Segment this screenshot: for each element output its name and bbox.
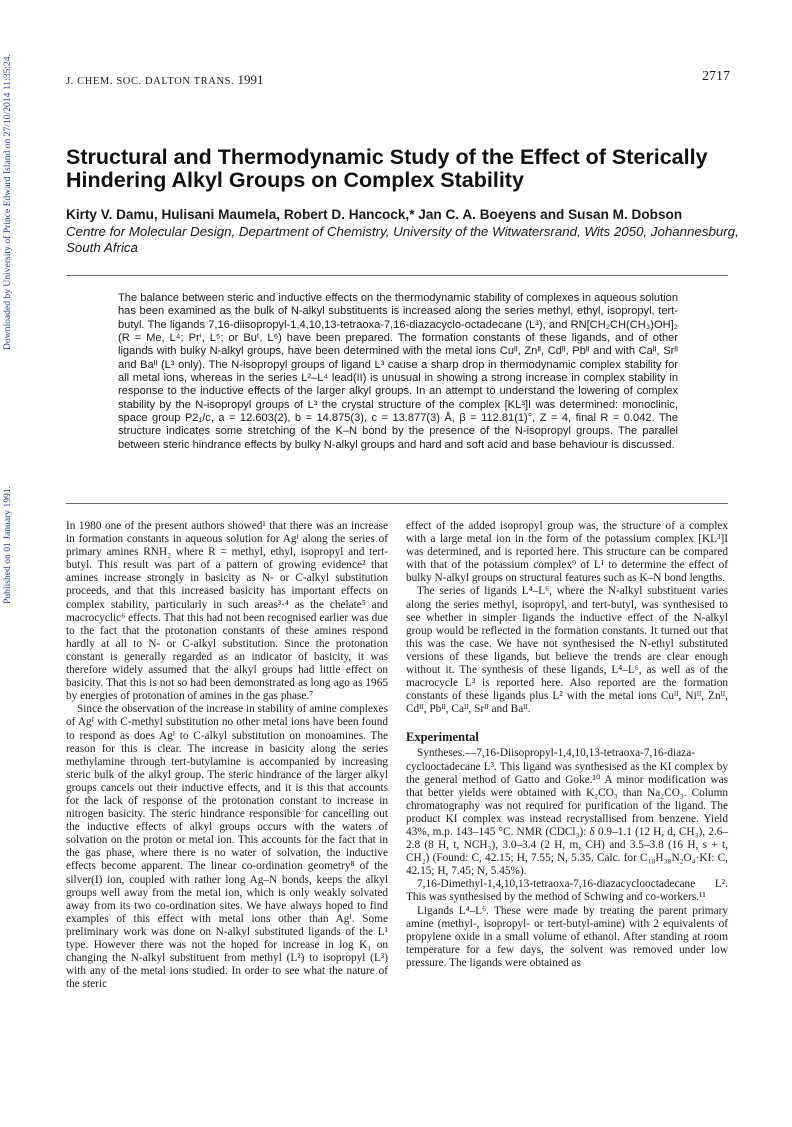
- body-column-left: [66, 520, 388, 991]
- body-paragraph: Ligands L⁴–L⁶. These were made by treating the parent primary amine (methyl-, isopropyl- or tert-butyl-amine) with 2 equivalents of propylene oxide in a small volume of ethanol. After standing at room temperature for a few days, the solvent was removed under low pressure. The ligands were obtained as: [406, 904, 728, 969]
- body-paragraph: 7,16-Dimethyl-1,4,10,13-tetraoxa-7,16-diazacyclooctadecane L². This was synthesised by the method of Schwing and co-workers.¹¹: [406, 878, 728, 904]
- download-notice-part: Downloaded by University of Prince Edward Island on 27/10/2014 11:35:24.: [2, 54, 13, 350]
- affiliation: Centre for Molecular Design, Department of Chemistry, University of the Witwatersrand, Wits 2050, Johannesburg, South Africa: [66, 224, 739, 255]
- article-title: Structural and Thermodynamic Study of the Effect of Sterically Hindering Alkyl Groups on Complex Stability: [66, 145, 708, 192]
- body-paragraph: effect of the added isopropyl group was, the structure of a complex with a large metal ion in the form of the potassium complex [KL³]I was determined, and is reported here. This structure can be compared with that of the potassium complex⁹ of L¹ to determine the effect of bulky N-alkyl groups on structural features such as K–N bond lengths.: [406, 520, 728, 585]
- section-heading-experimental: Experimental: [406, 730, 479, 745]
- body-paragraph: The series of ligands L⁴–L⁶, where the N-alkyl substituent varies along the series methyl, isopropyl, and tert-butyl, was synthesised to see whether in simpler ligands the inductive effect of the N-alkyl group would be reflected in the formation constants. It turned out that this was the case. We have not synthesised the N-ethyl substituted versions of these ligands, but believe the trends are clear enough without it. The synthesis of these ligands, L⁴–L⁶, as well as of the macrocycle L³ is reported here. Also reported are the formation constants of these ligands plus L² with the metal ions Cuᴵᴵ, Niᴵᴵ, Znᴵᴵ, Cdᴵᴵ, Pbᴵᴵ, Caᴵᴵ, Srᴵᴵ and Baᴵᴵ.: [406, 585, 728, 716]
- header-divider: [66, 275, 728, 276]
- body-paragraph: Syntheses.—7,16-Diisopropyl-1,4,10,13-tetraoxa-7,16-diaza-cyclooctadecane L³. This ligand was synthesised as the KI complex by the general method of Gatto and Goke.¹⁰ A minor modification was that better yields were obtained with K₂CO₃ than Na₂CO₃. Column chromatography was not required for purification of the ligand. The product KI complex was instead recrystallised from benzene. Yield 43%, m.p. 143–145 °C. NMR (CDCl₃): δ 0.9–1.1 (12 H, d, CH₃), 2.6–2.8 (8 H, t, NCH₃), 3.0–3.4 (2 H, m, CH) and 3.5–3.8 (16 H, s + t, CH₂) (Found: C, 42.15; H, 7.55; N, 5.35. Calc. for C₁₈H₃₈N₂O₄·KI: C, 42.15; H, 7.45; N, 5.45%).: [406, 747, 728, 878]
- journal-year: 1991: [237, 72, 264, 87]
- body-paragraph: In 1980 one of the present authors showed¹ that there was an increase in formation constants in aqueous solution for Agᴵ along the series of primary amines RNH₂ where R = methyl, ethyl, isopropyl and tert-butyl. This result was part of a pattern of growing evidence² that amines increase strongly in basicity as N- or C-alkyl substitution proceeds, and that this increased basicity has important effects on complex stability, particularly in such areas³·⁴ as the chelate⁵ and macrocyclic⁶ effects. That this had not been recognised earlier was due to the fact that the protonation constants of these amines respond hardly at all to N- or C-alkyl substitution. Since the protonation constant is generally regarded as an indicator of basicity, it was therefore widely assumed that the alkyl groups had little effect on basicity. That this is not so had been demonstrated as long ago as 1965 by energies of protonation of amines in the gas phase.⁷: [66, 520, 388, 703]
- body-column-right: [406, 520, 728, 970]
- download-notice-part: Published on 01 January 1991.: [2, 485, 13, 605]
- journal-name: J. CHEM. SOC. DALTON TRANS.: [66, 76, 235, 87]
- page-number: 2717: [702, 69, 730, 84]
- running-header: [66, 72, 264, 88]
- author-list: Kirty V. Damu, Hulisani Maumela, Robert D. Hancock,* Jan C. A. Boeyens and Susan M. Dobson: [66, 207, 683, 222]
- abstract: The balance between steric and inductive effects on the thermodynamic stability of complexes in aqueous solution has been examined as the bulk of N-alkyl substituents is increased along the series methyl, ethyl, isopropyl, tert-butyl. The ligands 7,16-diisopropyl-1,4,10,13-tetraoxa-7,16-diazacyclo-octadecane (L³), and RN[CH₂CH(CH₃)OH]₂ (R = Me, L⁴; Prⁱ, L⁵; or Buᵗ, L⁶) have been prepared. The formation constants of these ligands, and of other ligands with bulky N-alkyl groups, have been determined with the metal ions Cuᴵᴵ, Znᴵᴵ, Cdᴵᴵ, Pbᴵᴵ and with Caᴵᴵ, Srᴵᴵ and Baᴵᴵ (L³ only). The N-isopropyl groups of ligand L³ cause a sharp drop in thermodynamic complex stability for all metal ions, whereas in the series L²–L⁴ lead(II) is unusual in showing a strong increase in complex stability in response to the inductive effects of the larger alkyl groups. In an attempt to understand the lowering of complex stability by the N-isopropyl groups of L³ the crystal structure of the complex [KL³]I was determined: monoclinic, space group P2₁/c, a = 12.603(2), b = 14.875(3), c = 13.877(3) Å, β = 112.81(1)°, Z = 4, final R = 0.042. The structure indicates some stretching of the K–N bond by the presence of the N-isopropyl groups. The parallel between steric hindrance effects by bulky N-alkyl groups and hard and soft acid and base behaviour is discussed.: [118, 292, 678, 451]
- abstract-divider: [66, 503, 728, 504]
- body-paragraph: Since the observation of the increase in stability of amine complexes of Agᴵ with C-methyl substitution no other metal ions have been found to respond as does Agᴵ to C-alkyl substitution on monoamines. The reason for this is clear. The increase in basicity along the series methylamine through tert-butylamine is accompanied by increasing steric bulk of the alkyl group. The steric hindrance of the larger alkyl groups cancels out their inductive effects, and it is this that accounts for the lack of response of the protonation constant to increase in nitrogen basicity. The steric hindrance responsible for cancelling out the inductive effects of alkyl groups occurs with the waters of solvation on the proton or metal ion. This accounts for the fact that in the gas phase, where there is no water of solvation, the inductive effects become apparent. The linear co-ordination geometry⁸ of the silver(I) ion, coupled with rather long Ag–N bonds, keeps the alkyl groups well away from the metal ion, which is only weakly solvated away from its two co-ordination sites. We have always hoped to find examples of this effect with metal ions other than Agᴵ. Some preliminary work was done on N-alkyl substituted ligands of the L¹ type. However there was not the hoped for increase in log K₁ on changing the N-alkyl substituent from methyl (L²) to isopropyl (L³) with any of the metal ions studied. In order to see what the nature of the steric: [66, 703, 388, 991]
